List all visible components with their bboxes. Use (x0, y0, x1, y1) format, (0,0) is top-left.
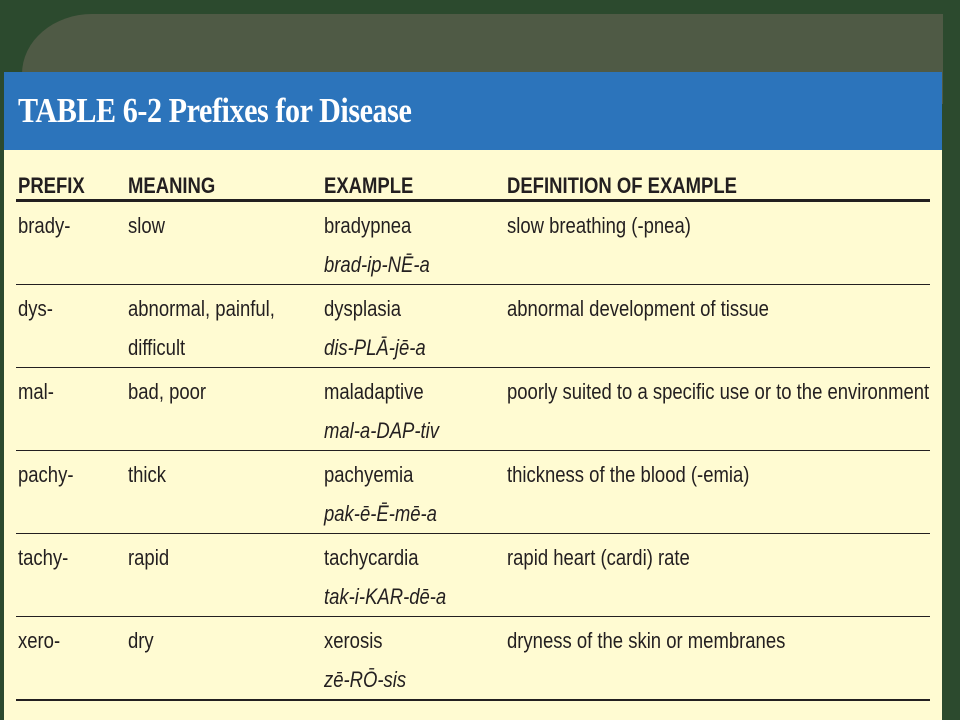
cell-prefix (16, 617, 126, 701)
meaning-text: bad, poor (128, 379, 207, 404)
cell-example (322, 617, 505, 701)
prefix-text: dys- (18, 296, 53, 321)
table-row (16, 451, 930, 534)
pronunciation-text: mal-a-DAP-tiv (324, 418, 440, 443)
header-example: EXAMPLE (322, 166, 505, 201)
table-title: TABLE 6-2 Prefixes for Disease (18, 91, 412, 130)
example-text: tachycardia (324, 545, 419, 570)
meaning-text: abnormal, painful, (128, 296, 275, 321)
meaning-text: thick (128, 462, 167, 487)
cell-example (322, 201, 505, 285)
prefix-text: tachy- (18, 545, 69, 570)
cell-meaning (126, 368, 322, 451)
meaning-text: difficult (128, 335, 186, 360)
meaning-text: rapid (128, 545, 170, 570)
header-definition: DEFINITION OF EXAMPLE (505, 166, 930, 201)
table-panel (4, 72, 942, 720)
example-text: maladaptive (324, 379, 424, 404)
table-row (16, 368, 930, 451)
prefix-table (16, 166, 930, 701)
cell-definition (505, 201, 930, 285)
table-wrap (16, 166, 930, 701)
cell-meaning (126, 451, 322, 534)
definition-text: slow breathing (-pnea) (507, 213, 691, 238)
definition-text: abnormal development of tissue (507, 296, 769, 321)
definition-text: dryness of the skin or membranes (507, 628, 786, 653)
cell-example (322, 368, 505, 451)
definition-text: thickness of the blood (-emia) (507, 462, 750, 487)
meaning-text: dry (128, 628, 154, 653)
prefix-text: pachy- (18, 462, 74, 487)
header-meaning: MEANING (126, 166, 322, 201)
table-row (16, 617, 930, 701)
cell-meaning (126, 617, 322, 701)
cell-meaning (126, 201, 322, 285)
pronunciation-text: zē-RŌ-sis (324, 667, 407, 692)
pronunciation-text: dis-PLĀ-jē-a (324, 335, 426, 360)
table-row (16, 534, 930, 617)
cell-meaning (126, 534, 322, 617)
table-title-bar (4, 72, 942, 150)
table-row (16, 201, 930, 285)
cell-definition (505, 368, 930, 451)
cell-definition (505, 285, 930, 368)
cell-meaning (126, 285, 322, 368)
example-text: pachyemia (324, 462, 414, 487)
cell-example (322, 285, 505, 368)
pronunciation-text: pak-ē-Ē-mē-a (324, 501, 437, 526)
cell-prefix (16, 368, 126, 451)
cell-prefix (16, 201, 126, 285)
definition-text: poorly suited to a specific use or to the environment (507, 379, 930, 404)
cell-example (322, 534, 505, 617)
header-prefix: PREFIX (16, 166, 126, 201)
cell-definition (505, 617, 930, 701)
example-text: bradypnea (324, 213, 412, 238)
cell-prefix (16, 451, 126, 534)
pronunciation-text: tak-i-KAR-dē-a (324, 584, 447, 609)
cell-prefix (16, 285, 126, 368)
prefix-text: mal- (18, 379, 54, 404)
definition-text: rapid heart (cardi) rate (507, 545, 690, 570)
cell-definition (505, 451, 930, 534)
cell-example (322, 451, 505, 534)
cell-prefix (16, 534, 126, 617)
example-text: xerosis (324, 628, 383, 653)
example-text: dysplasia (324, 296, 402, 321)
cell-definition (505, 534, 930, 617)
meaning-text: slow (128, 213, 165, 238)
table-header-row (16, 166, 930, 201)
prefix-text: brady- (18, 213, 71, 238)
prefix-text: xero- (18, 628, 61, 653)
table-row (16, 285, 930, 368)
pronunciation-text: brad-ip-NĒ-a (324, 252, 430, 277)
